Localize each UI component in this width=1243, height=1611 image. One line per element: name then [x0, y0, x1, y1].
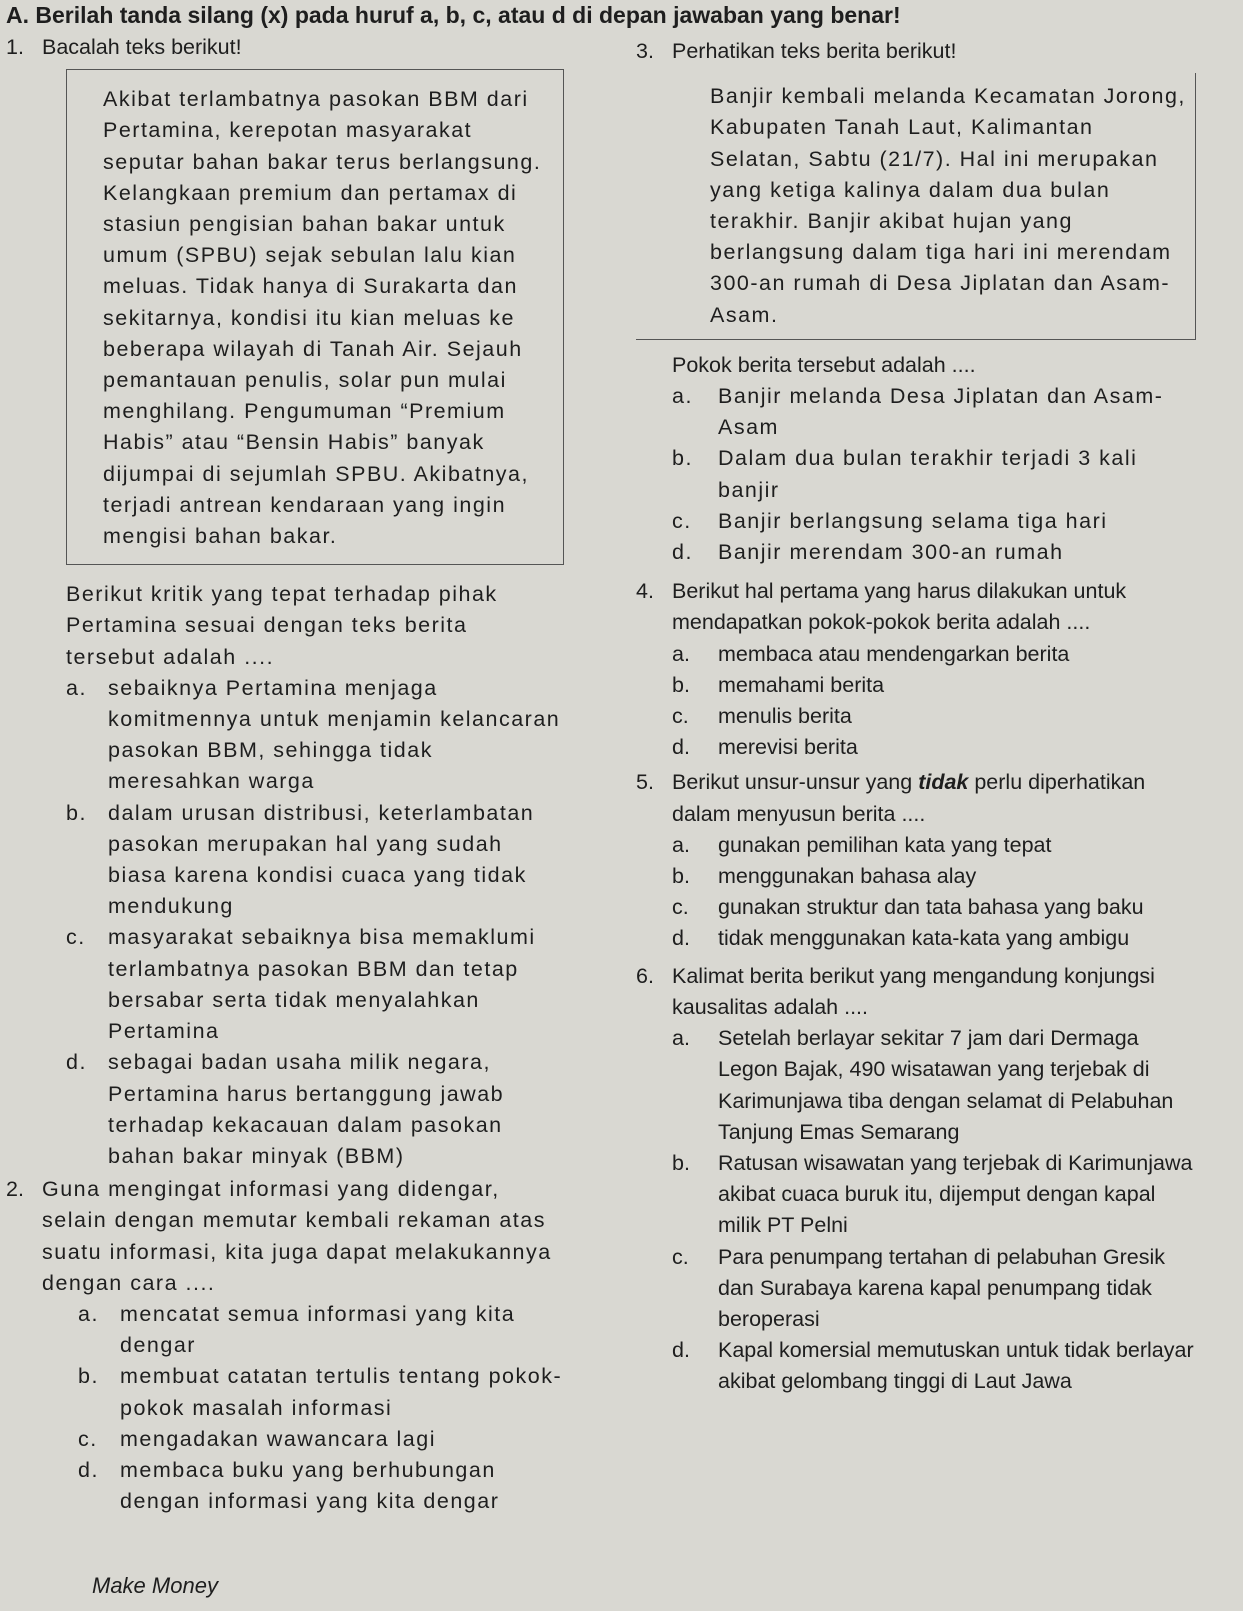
option-label: c. [672, 508, 692, 533]
option-c[interactable] [672, 892, 1196, 923]
option-c[interactable] [672, 506, 1196, 537]
option-label: c. [672, 1244, 689, 1269]
option-text: tidak menggunakan kata-kata yang ambigu [718, 926, 1130, 951]
question-number: 6. [636, 963, 654, 988]
option-label: b. [672, 672, 690, 697]
option-b[interactable] [672, 861, 1196, 892]
option-text: membaca atau mendengarkan berita [718, 641, 1070, 666]
option-d[interactable] [66, 1047, 564, 1172]
stem-part: perlu diperhatikan dalam menyusun berita .... [672, 770, 1146, 826]
option-text: sebagai badan usaha milik negara, Pertamina harus bertanggung jawab terhadap kekacauan dalam pasokan bahan bakar minyak (BBM) [108, 1050, 505, 1168]
option-label: a. [78, 1301, 99, 1326]
option-a[interactable] [672, 830, 1196, 861]
option-text: masyarakat sebaiknya bisa memaklumi terlambatnya pasokan BBM dan tetap bersabar serta tidak menyalahkan Pertamina [108, 925, 536, 1044]
question-number: 4. [636, 579, 654, 604]
option-text: mengadakan wawancara lagi [120, 1426, 436, 1451]
option-b[interactable] [78, 1361, 564, 1423]
option-text: gunakan struktur dan tata bahasa yang baku [718, 895, 1144, 920]
option-label: d. [78, 1457, 99, 1482]
option-label: d. [672, 1338, 690, 1363]
question-stem: Berikut hal pertama yang harus dilakukan untuk mendapatkan pokok-pokok berita adalah .... [672, 579, 1127, 635]
option-d[interactable] [78, 1455, 564, 1517]
option-label: d. [672, 926, 690, 951]
option-text: Banjir merendam 300-an rumah [718, 540, 1064, 565]
option-label: b. [66, 800, 87, 825]
option-c[interactable] [66, 922, 564, 1047]
option-text: Banjir melanda Desa Jiplatan dan Asam-Asam [718, 384, 1164, 440]
option-text: sebaiknya Pertamina menjaga komitmennya untuk menjamin kelancaran pasokan BBM, sehingga tidak meresahkan warga [108, 675, 561, 794]
right-column [636, 36, 1196, 1398]
option-text: Kapal komersial memutuskan untuk tidak berlayar akibat gelombang tinggi di Laut Jawa [718, 1338, 1194, 1394]
option-text: mencatat semua informasi yang kita dengar [120, 1301, 516, 1358]
question-1-body [6, 579, 564, 673]
option-text: Dalam dua bulan terakhir terjadi 3 kali banjir [718, 446, 1138, 502]
question-stem: Pokok berita tersebut adalah .... [672, 352, 976, 377]
option-label: d. [672, 540, 693, 565]
option-text: Ratusan wisawatan yang terjebak di Karimunjawa akibat cuaca buruk itu, dijemput dengan kapal milik PT Pelni [718, 1150, 1193, 1238]
question-1-options [6, 673, 564, 1172]
option-b[interactable] [66, 798, 564, 923]
option-c[interactable] [672, 1242, 1196, 1336]
option-d[interactable] [672, 923, 1196, 954]
question-stem: Kalimat berita berikut yang mengandung konjungsi kausalitas adalah .... [672, 963, 1155, 1019]
option-text: menggunakan bahasa alay [718, 864, 977, 889]
option-text: merevisi berita [718, 735, 858, 760]
option-label: c. [672, 704, 689, 729]
question-intro: Bacalah teks berikut! [42, 35, 242, 59]
option-label: d. [672, 735, 690, 760]
question-3 [636, 36, 1196, 568]
option-d[interactable] [672, 537, 1196, 568]
option-label: a. [66, 675, 87, 700]
question-4 [636, 576, 1196, 763]
option-label: b. [78, 1364, 99, 1389]
option-b[interactable] [672, 443, 1196, 505]
option-a[interactable] [66, 673, 564, 798]
left-column [6, 32, 564, 1517]
watermark-text: Make Money [92, 1573, 218, 1598]
option-a[interactable] [672, 1023, 1196, 1148]
question-5 [636, 767, 1196, 954]
question-number: 1. [6, 35, 24, 59]
option-c[interactable] [672, 701, 1196, 732]
option-text: gunakan pemilihan kata yang tepat [718, 832, 1052, 857]
option-c[interactable] [78, 1424, 564, 1455]
option-text: membuat catatan tertulis tentang pokok-pokok masalah informasi [120, 1364, 563, 1420]
option-label: d. [66, 1050, 87, 1075]
option-label: a. [672, 384, 693, 409]
option-label: a. [672, 641, 690, 666]
question-stem: Guna mengingat informasi yang didengar, selain dengan memutar kembali rekaman atas suatu informasi, kita juga dapat melakukannya dengan cara .... [42, 1177, 552, 1295]
option-text: Setelah berlayar sekitar 7 jam dari Dermaga Legon Bajak, 490 wisatawan yang terjebak di Karimunjawa tiba dengan selamat di Pelabuhan Tanjung Emas Semarang [718, 1026, 1174, 1144]
option-label: a. [672, 832, 690, 857]
option-label: c. [78, 1426, 98, 1451]
question-intro: Perhatikan teks berita berikut! [672, 39, 957, 63]
option-text: membaca buku yang berhubungan dengan informasi yang kita dengar [120, 1457, 500, 1514]
question-6 [636, 961, 1196, 1398]
option-label: b. [672, 864, 690, 889]
option-text: Para penumpang tertahan di pelabuhan Gresik dan Surabaya karena kapal penumpang tidak beroperasi [718, 1244, 1166, 1331]
stem-part: Berikut unsur-unsur yang [672, 770, 919, 795]
option-label: c. [66, 925, 86, 950]
option-label: b. [672, 1150, 690, 1175]
stem-emphasis: tidak [918, 770, 969, 795]
option-text: Banjir berlangsung selama tiga hari [718, 508, 1108, 533]
option-a[interactable] [672, 639, 1196, 670]
news-passage-3: Banjir kembali melanda Kecamatan Jorong, Kabupaten Tanah Laut, Kalimantan Selatan, Sabtu (21/7). Hal ini merupakan yang ketiga kalinya dalam dua bulan terakhir. Banjir akibat hujan yang berlangsung dalam tiga hari ini merendam 300-an rumah di Desa Jiplatan dan Asam-Asam. [636, 73, 1196, 340]
option-b[interactable] [672, 670, 1196, 701]
option-a[interactable] [78, 1299, 564, 1361]
option-label: c. [672, 895, 689, 920]
option-d[interactable] [672, 1335, 1196, 1397]
option-label: a. [672, 1026, 690, 1051]
option-text: menulis berita [718, 704, 852, 729]
question-number: 2. [6, 1177, 24, 1202]
option-text: memahami berita [718, 672, 885, 697]
question-number: 3. [636, 39, 654, 63]
question-1 [6, 32, 564, 63]
option-a[interactable] [672, 381, 1196, 443]
news-passage-1: Akibat terlambatnya pasokan BBM dari Pertamina, kerepotan masyarakat seputar bahan bakar terus berlangsung. Kelangkaan premium dan pertamax di stasiun pengisian bahan bakar untuk umum (SPBU) sejak sebulan lalu kian meluas. Tidak hanya di Surakarta dan sekitarnya, kondisi itu kian meluas ke beberapa wilayah di Tanah Air. Sejauh pemantauan penulis, solar pun mulai menghilang. Pengumuman “Premium Habis” atau “Bensin Habis” banyak dijumpai di sejumlah SPBU. Akibatnya, terjadi antrean kendaraan yang ingin mengisi bahan bakar. [66, 69, 564, 565]
question-number: 5. [636, 770, 654, 795]
question-stem: Berikut kritik yang tepat terhadap pihak Pertamina sesuai dengan teks berita tersebut adalah .... [66, 582, 498, 669]
option-text: dalam urusan distribusi, keterlambatan pasokan merupakan hal yang sudah biasa karena kondisi cuaca yang tidak mendukung [108, 800, 535, 919]
question-2 [6, 1174, 564, 1517]
section-title: A. Berilah tanda silang (x) pada huruf a, b, c, atau d di depan jawaban yang benar! [6, 2, 901, 28]
option-label: b. [672, 446, 693, 471]
option-d[interactable] [672, 732, 1196, 763]
question-stem [672, 767, 1196, 829]
option-b[interactable] [672, 1148, 1196, 1242]
